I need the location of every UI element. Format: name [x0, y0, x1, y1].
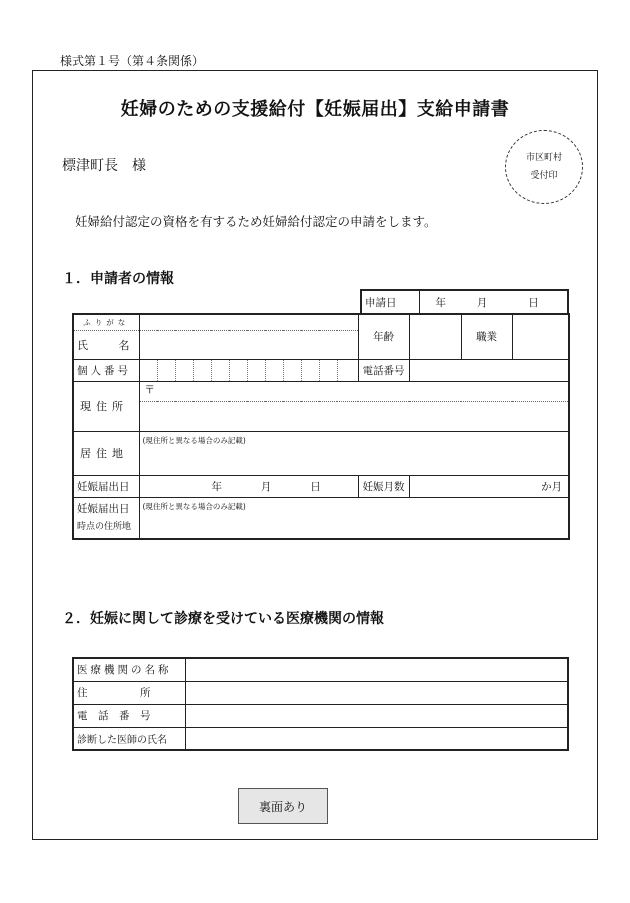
year-unit: 年: [435, 296, 446, 309]
address-input[interactable]: [139, 401, 569, 431]
occupation-label: 職業: [461, 314, 512, 359]
personal-number-label: 個人番号: [73, 359, 139, 381]
address-label: 現住所: [73, 381, 139, 431]
personal-number-digit[interactable]: [157, 359, 175, 381]
furigana-label: ふりがな: [73, 314, 139, 330]
postal-code-input[interactable]: [139, 381, 569, 401]
age-input[interactable]: [409, 314, 461, 359]
personal-number-digit[interactable]: [193, 359, 211, 381]
residence-label: 居住地: [73, 431, 139, 475]
reverse-side-button[interactable]: 裏面あり: [238, 788, 328, 824]
personal-number-digit[interactable]: [139, 359, 157, 381]
personal-number-digit[interactable]: [301, 359, 319, 381]
day-unit: 日: [528, 296, 539, 309]
personal-number-digit[interactable]: [283, 359, 301, 381]
age-label: 年齢: [358, 314, 409, 359]
notification-address-label-line1: 妊娠届出日: [77, 502, 130, 515]
personal-number-digit[interactable]: [229, 359, 247, 381]
section2-heading: ２．妊娠に関して診療を受けている医療機関の情報: [62, 611, 384, 627]
form-number: 様式第１号（第４条関係）: [60, 54, 205, 68]
notification-address-label-line2: 時点の住所地: [77, 521, 132, 532]
institution-phone-label: 電 話 番 号: [73, 704, 185, 727]
phone-label: 電話番号: [358, 359, 409, 381]
personal-number-digit[interactable]: [265, 359, 283, 381]
stamp-line2: 受付印: [530, 171, 558, 181]
institution-address-label: 住 所: [73, 681, 185, 704]
day-unit: 日: [310, 480, 321, 493]
postal-mark: 〒: [144, 383, 155, 396]
notification-date-input[interactable]: [139, 475, 358, 497]
residence-input[interactable]: [139, 431, 569, 475]
residence-note: (現住所と異なる場合のみ記載): [142, 435, 246, 445]
notification-address-note: (現住所と異なる場合のみ記載): [142, 501, 246, 511]
personal-number-digit[interactable]: [337, 359, 358, 381]
year-unit: 年: [211, 480, 222, 493]
phone-input[interactable]: [409, 359, 569, 381]
form-title: 妊婦のための支援給付【妊娠届出】支給申請書: [120, 99, 510, 120]
pregnancy-months-input[interactable]: [409, 475, 569, 497]
addressee: 標津町長 様: [62, 158, 146, 174]
occupation-input[interactable]: [512, 314, 569, 359]
notification-date-label: 妊娠届出日: [73, 475, 139, 497]
doctor-name-label: 診断した医師の氏名: [73, 727, 185, 750]
name-label: 氏 名: [73, 330, 139, 359]
application-date-field[interactable]: [419, 290, 568, 314]
application-date-label: 申請日: [361, 290, 419, 314]
institution-phone-input[interactable]: [185, 704, 568, 727]
section1-heading: １．申請者の情報: [62, 271, 174, 287]
pregnancy-months-label: 妊娠月数: [358, 475, 409, 497]
institution-name-label: 医療機関の名称: [73, 658, 185, 681]
stamp-line1: 市区町村: [525, 153, 562, 163]
notification-address-input[interactable]: [139, 497, 569, 539]
doctor-name-input[interactable]: [185, 727, 568, 750]
name-input[interactable]: [139, 330, 358, 359]
institution-address-input[interactable]: [185, 681, 568, 704]
notification-address-label: [73, 497, 139, 539]
medical-institution-table: [72, 657, 569, 751]
personal-number-digit[interactable]: [319, 359, 337, 381]
personal-number-digit[interactable]: [175, 359, 193, 381]
reception-stamp: [505, 130, 583, 204]
personal-number-digit[interactable]: [247, 359, 265, 381]
furigana-input[interactable]: [139, 314, 358, 330]
month-unit: 月: [476, 296, 488, 309]
statement: 妊婦給付認定の資格を有するため妊婦給付認定の申請をします。: [75, 214, 437, 229]
months-unit: か月: [541, 480, 563, 493]
applicant-info-table: [72, 313, 570, 540]
institution-name-input[interactable]: [185, 658, 568, 681]
personal-number-digit[interactable]: [211, 359, 229, 381]
month-unit: 月: [260, 480, 272, 493]
application-date-table: [360, 289, 569, 315]
